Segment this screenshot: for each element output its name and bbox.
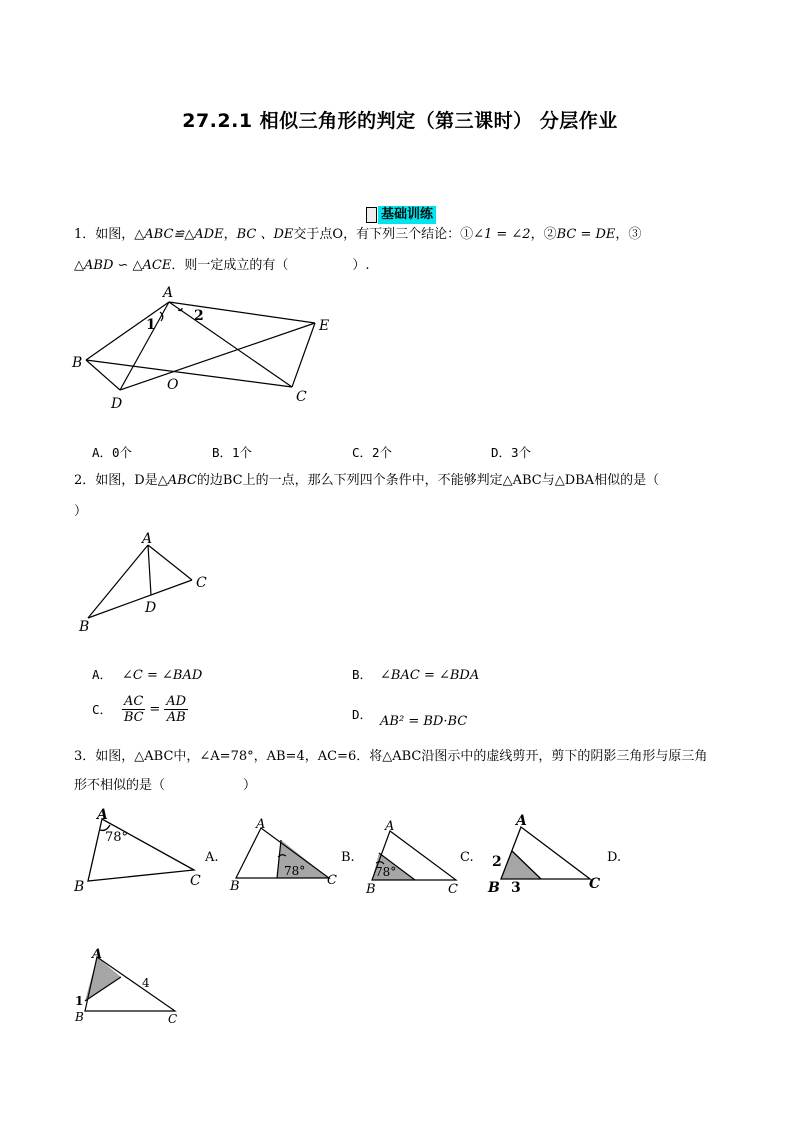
q1-fig-label-B: B [72, 355, 83, 371]
q2-option-c-frac1 [122, 694, 145, 725]
q1-fig-label-A: A [163, 285, 174, 301]
q1-line2 [74, 257, 370, 275]
q3-figB-label-B: B [366, 882, 376, 896]
q2-option-c-frac2 [164, 694, 188, 725]
q2-text: 的边BC上的一点，那么下列四个条件中，不能够判定△ABC与△DBA相似的是（ [196, 473, 660, 488]
q3-figD-label-A: A [92, 947, 103, 962]
q1-text: 1．如图， [74, 227, 135, 242]
q3-fig0-label-78: 78° [105, 830, 129, 845]
q2-fig-label-C: C [196, 575, 207, 591]
page-title: 27.2.1 相似三角形的判定（第三课时） 分层作业 [182, 110, 618, 132]
q3-line1: 3．如图，△ABC中，∠A=78°，AB=4，AC=6．将△ABC沿图示中的虚线剪开，剪下的阴影三角形与原三角 [74, 749, 708, 764]
q3-option-c-label[interactable]: C. [460, 850, 474, 865]
q3-figD-label-C: C [168, 1012, 178, 1025]
q3-figC-label-3: 3 [511, 880, 521, 896]
q3-figB-label-78: 78° [375, 865, 397, 879]
q2-text: 2．如图，D是 [74, 473, 158, 488]
q2-figure [70, 528, 220, 633]
q2-option-c[interactable] [92, 694, 188, 725]
q3-option-d-label[interactable]: D. [607, 850, 622, 865]
q2-triangle: △ABC [157, 473, 197, 488]
q1-text: ．则一定成立的有（ [171, 258, 289, 273]
q2-option-d[interactable] [352, 706, 468, 729]
q1-congruence: △ABC≌△ADE [134, 227, 224, 242]
q2-fig-label-D: D [145, 600, 157, 616]
q3-figC-label-B: B [488, 880, 500, 896]
q2-fig-label-A: A [142, 531, 153, 547]
q2-option-a-expr: ∠C = ∠BAD [122, 668, 203, 683]
q2-option-c-equals: = [149, 701, 161, 717]
q3-option-a-figure[interactable] [226, 812, 346, 897]
frac-numerator: AC [124, 694, 144, 709]
q1-option-b[interactable]: B．1个 [212, 445, 253, 460]
q1-conclusion-1: ∠1 = ∠2 [473, 227, 531, 242]
q2-line1 [74, 472, 659, 490]
q2-option-d-expr: AB² = BD·BC [380, 714, 468, 729]
q3-figA-label-B: B [230, 879, 240, 894]
q2-option-a[interactable] [92, 666, 202, 685]
q3-option-c-figure[interactable] [482, 808, 607, 896]
q1-fig-label-2: 2 [194, 308, 204, 324]
q1-fig-label-C: C [296, 389, 307, 405]
frac-denominator: AB [166, 710, 186, 725]
q1-text: 交于点O，有下列三个结论：① [293, 227, 474, 242]
frac-numerator: AD [166, 694, 187, 709]
q1-conclusion-3: △ABD ∽ △ACE [74, 258, 172, 273]
q3-option-b-figure[interactable] [362, 816, 472, 896]
q1-fig-label-O: O [167, 377, 179, 393]
q3-figA-label-C: C [327, 873, 337, 888]
q3-option-b-label[interactable]: B. [341, 850, 355, 865]
q1-text: ， [223, 227, 237, 242]
q1-conclusion-2: BC = DE [556, 227, 616, 242]
q3-figB-label-C: C [448, 882, 458, 896]
q1-line1 [74, 226, 641, 244]
q2-option-b[interactable] [352, 666, 479, 685]
q3-fig0-label-A: A [97, 807, 108, 823]
section-label: 基础训练 [378, 206, 436, 224]
q1-fig-label-1: 1 [146, 317, 156, 333]
q3-figC-label-C: C [589, 876, 601, 892]
frac-denominator: BC [123, 710, 144, 725]
q2-option-a-label: A． [92, 667, 113, 682]
q3-option-a-label[interactable]: A. [205, 850, 219, 865]
q3-fig0-label-C: C [190, 873, 201, 889]
q3-line2 [74, 777, 256, 795]
q1-text: ）. [352, 258, 370, 273]
q3-fig0-label-B: B [74, 879, 85, 895]
q3-figA-label-78: 78° [284, 864, 306, 878]
q3-figC-label-2: 2 [492, 854, 502, 870]
q1-fig-label-E: E [319, 318, 330, 334]
section-box-icon [366, 207, 377, 223]
q1-option-c[interactable]: C．2个 [352, 445, 393, 460]
q2-option-d-label: D． [352, 707, 373, 722]
q3-text: 形不相似的是（ [74, 778, 166, 793]
q1-lines: BC 、DE [236, 227, 294, 242]
q3-figC-label-A: A [516, 813, 527, 829]
q3-figD-label-B: B [75, 1010, 84, 1024]
q2-line2: ） [74, 504, 88, 519]
q3-figD-label-1: 1 [75, 994, 84, 1008]
q3-option-d-figure[interactable] [70, 945, 190, 1025]
q1-text: ，③ [615, 227, 642, 242]
q2-option-b-label: B． [352, 667, 373, 682]
q1-option-d[interactable]: D．3个 [491, 445, 532, 460]
section-header [366, 205, 436, 225]
q3-figB-label-A: A [385, 819, 395, 834]
q1-option-a[interactable]: A．0个 [92, 445, 133, 460]
q1-text: ，② [530, 227, 557, 242]
q1-figure [60, 280, 360, 410]
q2-option-c-label: C． [92, 701, 113, 717]
q2-option-b-expr: ∠BAC = ∠BDA [380, 668, 480, 683]
q3-text: ） [243, 778, 257, 793]
q2-fig-label-B: B [79, 619, 90, 633]
q3-figD-label-4: 4 [142, 976, 150, 990]
q3-figA-label-A: A [256, 817, 266, 832]
q1-fig-label-D: D [111, 396, 123, 410]
